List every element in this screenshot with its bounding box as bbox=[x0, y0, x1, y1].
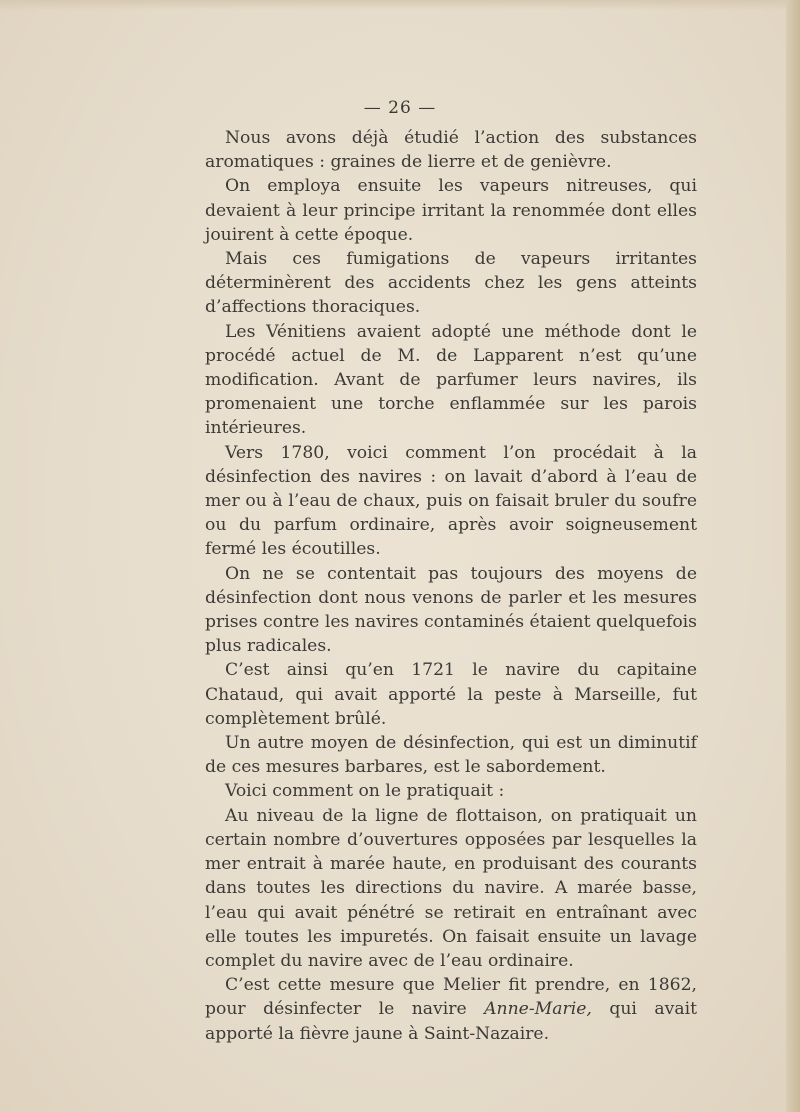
page-top-shadow bbox=[0, 0, 800, 10]
paragraph: Voici comment on le pratiquait : bbox=[225, 781, 505, 802]
paragraph: Au niveau de la ligne de flottaison, on pratiquait un certain nombre d’ouvertures opposées par lesquelles la mer entrait à marée haute, en produisant des courants dans toutes les directions du navire. A marée basse, l’eau qui avait pénétré se retirait en entraînant avec elle toutes les impuretés. On faisait ensuite un lavage complet du navire avec de l’eau ordinaire. bbox=[205, 805, 697, 971]
paragraph: C’est ainsi qu’en 1721 le navire du capitaine Chataud, qui avait apporté la peste à Marseille, fut complètement brûlé. bbox=[205, 660, 697, 729]
ship-name: Anne-Marie, bbox=[484, 999, 592, 1020]
body-text bbox=[205, 126, 697, 1046]
paragraph: On ne se contentait pas toujours des moyens de désinfection dont nous venons de parler et les mesures prises contre les navires contaminés étaient quelquefois plus radicales. bbox=[205, 563, 697, 657]
paragraph: Les Vénitiens avaient adopté une méthode dont le procédé actuel de M. de Lapparent n’est qu’une modification. Avant de parfumer leurs navires, ils promenaient une torche enflammée sur les parois intérieures. bbox=[205, 321, 697, 439]
paragraph: Vers 1780, voici comment l’on procédait à la désinfection des navires : on lavait d’abord à l’eau de mer ou à l’eau de chaux, puis on faisait bruler du soufre ou du parfum ordinaire, après avoir soigneusement fermé les écoutilles. bbox=[205, 442, 697, 560]
page-number: — 26 — bbox=[363, 98, 437, 118]
paragraph: Un autre moyen de désinfection, qui est un diminutif de ces mesures barbares, est le sabordement. bbox=[205, 733, 697, 778]
last-paragraph-before: C’est cette mesure que Melier fit prendre, en 1862, pour désinfecter le navire bbox=[205, 975, 697, 1020]
paragraph: Mais ces fumigations de vapeurs irritantes déterminèrent des accidents chez les gens atteints d’affections thoraciques. bbox=[205, 249, 697, 318]
page-right-edge bbox=[786, 0, 800, 1112]
paragraph: Nous avons déjà étudié l’action des substances aromatiques : graines de lierre et de genièvre. bbox=[205, 128, 697, 173]
last-paragraph bbox=[205, 973, 697, 1046]
last-paragraph-after: qui avait apporté la fièvre jaune à Saint-Nazaire. bbox=[205, 999, 697, 1044]
paragraph: On employa ensuite les vapeurs nitreuses, qui devaient à leur principe irritant la renommée dont elles jouirent à cette époque. bbox=[205, 176, 697, 245]
